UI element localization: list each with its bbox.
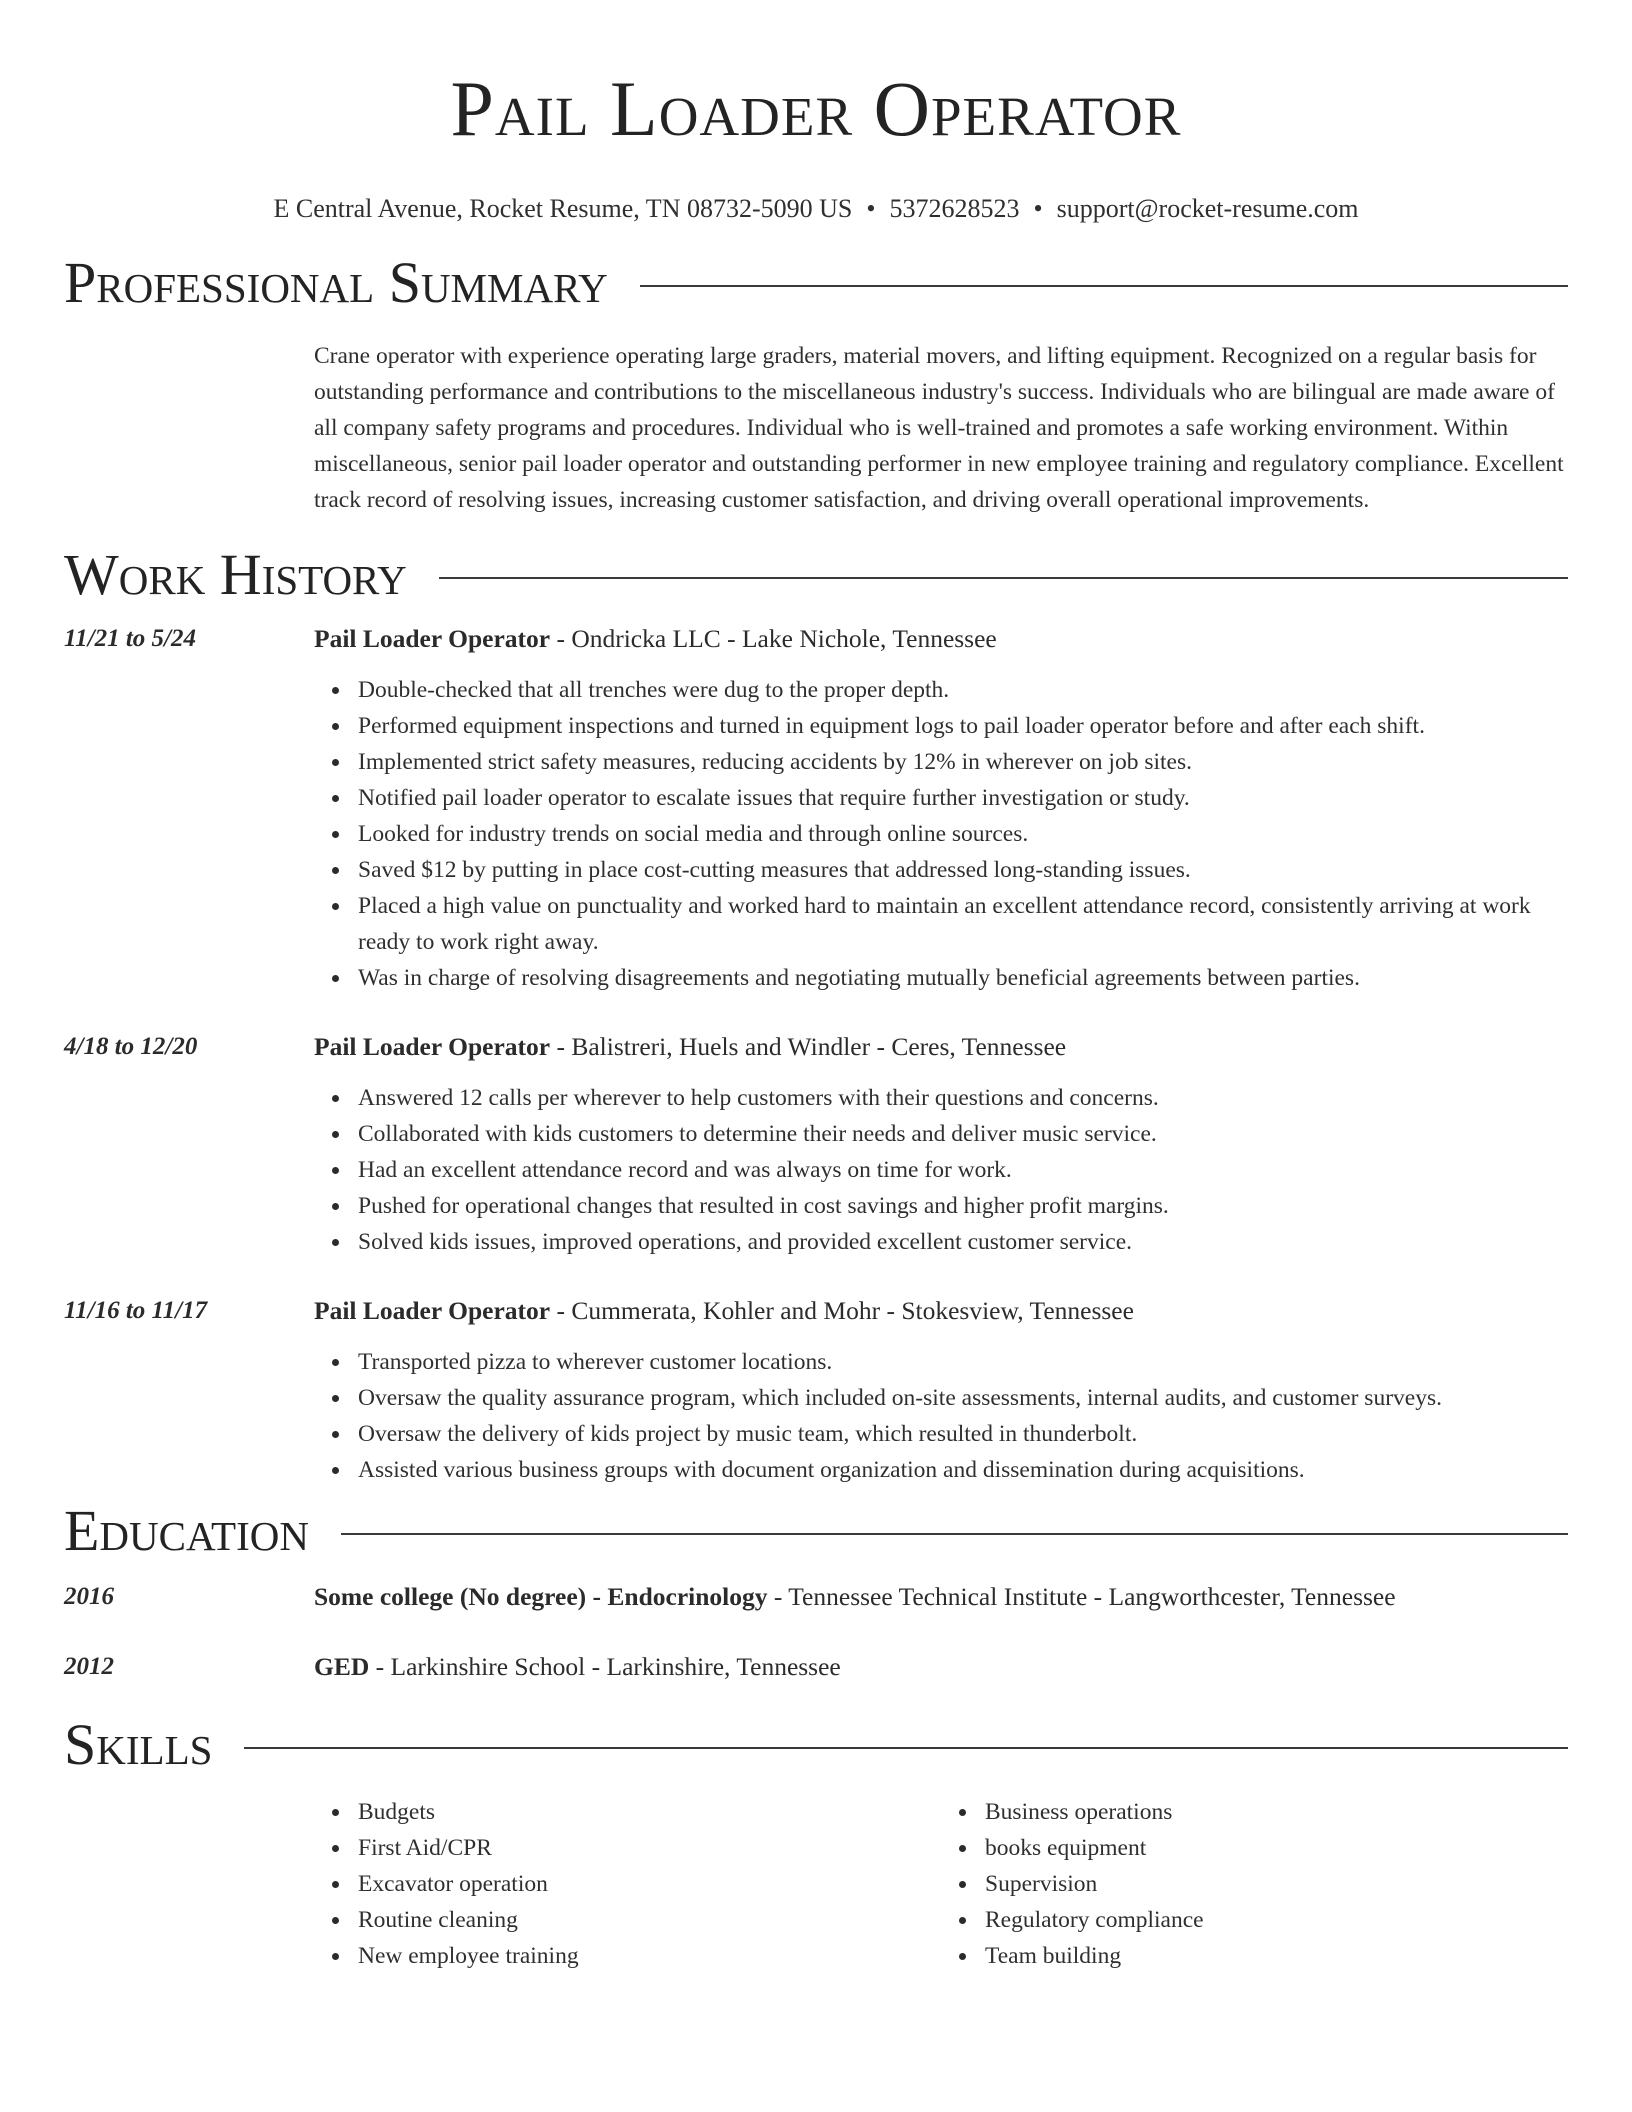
list-item: Implemented strict safety measures, reducing accidents by 12% in wherever on job sites. (358, 744, 1568, 780)
list-item: Oversaw the quality assurance program, which included on-site assessments, internal audits, and customer surveys. (358, 1380, 1568, 1416)
section-divider (341, 1533, 1568, 1535)
address: E Central Avenue, Rocket Resume, TN 08732-5090 US (273, 194, 853, 223)
job-bullets (314, 1080, 1568, 1260)
list-item: Pushed for operational changes that resulted in cost savings and higher profit margins. (358, 1188, 1568, 1224)
job-entry (64, 1030, 1568, 1260)
education-details: - Larkinshire School - Larkinshire, Tennessee (369, 1652, 841, 1681)
education-degree: GED (314, 1652, 370, 1681)
list-item: Performed equipment inspections and turned in equipment logs to pail loader operator before and after each shift. (358, 708, 1568, 744)
skill-item: Routine cleaning (358, 1902, 941, 1938)
list-item: Saved $12 by putting in place cost-cutting measures that addressed long-standing issues. (358, 852, 1568, 888)
skills-grid (314, 1794, 1568, 1974)
job-dates: 11/21 to 5/24 (64, 625, 196, 652)
education-section-header (64, 1500, 1568, 1562)
job-title: Pail Loader Operator (314, 1296, 551, 1325)
education-year: 2012 (64, 1653, 114, 1680)
job-entry (64, 1294, 1568, 1488)
separator-dot: • (1033, 194, 1043, 223)
phone: 5372628523 (889, 194, 1020, 223)
education-heading: Education (64, 1498, 309, 1563)
summary-heading: Professional Summary (64, 250, 608, 315)
job-title: Pail Loader Operator (314, 1032, 551, 1061)
list-item: Oversaw the delivery of kids project by music team, which resulted in thunderbolt. (358, 1416, 1568, 1452)
skills-section-header (64, 1714, 1568, 1776)
skill-item: Regulatory compliance (985, 1902, 1568, 1938)
job-dates: 11/16 to 11/17 (64, 1297, 208, 1324)
list-item: Was in charge of resolving disagreements and negotiating mutually beneficial agreements between parties. (358, 960, 1568, 996)
list-item: Notified pail loader operator to escalate issues that require further investigation or study. (358, 780, 1568, 816)
job-heading (314, 1030, 1568, 1064)
summary-section-header (64, 252, 1568, 314)
education-entry (64, 1580, 1568, 1614)
candidate-name: Pail Loader Operator (450, 65, 1182, 152)
contact-line (64, 192, 1568, 226)
skill-item: Business operations (985, 1794, 1568, 1830)
list-item: Transported pizza to wherever customer locations. (358, 1344, 1568, 1380)
job-heading (314, 1294, 1568, 1328)
job-bullets (314, 672, 1568, 996)
list-item: Assisted various business groups with document organization and dissemination during acquisitions. (358, 1452, 1568, 1488)
education-entry (64, 1650, 1568, 1684)
skill-item: Excavator operation (358, 1866, 941, 1902)
list-item: Solved kids issues, improved operations, and provided excellent customer service. (358, 1224, 1568, 1260)
list-item: Answered 12 calls per wherever to help customers with their questions and concerns. (358, 1080, 1568, 1116)
skills-column-left (314, 1794, 941, 1974)
job-bullets (314, 1344, 1568, 1488)
job-entry (64, 622, 1568, 996)
education-details: - Tennessee Technical Institute - Langworthcester, Tennessee (767, 1582, 1396, 1611)
skill-item: Budgets (358, 1794, 941, 1830)
job-heading (314, 622, 1568, 656)
job-title: Pail Loader Operator (314, 624, 551, 653)
work-history-list (64, 622, 1568, 1488)
job-details: - Ondricka LLC - Lake Nichole, Tennessee (550, 624, 997, 653)
list-item: Collaborated with kids customers to determine their needs and deliver music service. (358, 1116, 1568, 1152)
skill-item: Team building (985, 1938, 1568, 1974)
education-year: 2016 (64, 1583, 114, 1610)
list-item: Placed a high value on punctuality and worked hard to maintain an excellent attendance record, consistently arriving at work ready to work right away. (358, 888, 1568, 960)
work-section-header (64, 544, 1568, 606)
summary-text: Crane operator with experience operating large graders, material movers, and lifting equipment. Recognized on a regular basis for outstanding performance and contributions to the miscellaneous industry's success. Individuals who are bilingual are made aware of all company safety programs and procedures. Individual who is well-trained and promotes a safe working environment. Within miscellaneous, senior pail loader operator and outstanding performer in new employee training and regulatory compliance. Excellent track record of resolving issues, increasing customer satisfaction, and driving overall operational improvements. (314, 343, 1564, 513)
skill-item: Supervision (985, 1866, 1568, 1902)
skills-heading: Skills (64, 1712, 213, 1777)
list-item: Double-checked that all trenches were dug to the proper depth. (358, 672, 1568, 708)
skills-column-right (941, 1794, 1568, 1974)
list-item: Looked for industry trends on social media and through online sources. (358, 816, 1568, 852)
work-heading: Work History (64, 542, 407, 607)
job-details: - Cummerata, Kohler and Mohr - Stokesview, Tennessee (550, 1296, 1134, 1325)
skill-item: First Aid/CPR (358, 1830, 941, 1866)
section-divider (640, 285, 1568, 287)
email: support@rocket-resume.com (1056, 194, 1359, 223)
job-dates: 4/18 to 12/20 (64, 1033, 198, 1060)
skill-item: books equipment (985, 1830, 1568, 1866)
separator-dot: • (866, 194, 876, 223)
skill-item: New employee training (358, 1938, 941, 1974)
section-divider (439, 577, 1568, 579)
section-divider (244, 1747, 1568, 1749)
education-degree: Some college (No degree) - Endocrinology (314, 1582, 768, 1611)
list-item: Had an excellent attendance record and was always on time for work. (358, 1152, 1568, 1188)
job-details: - Balistreri, Huels and Windler - Ceres, Tennessee (550, 1032, 1067, 1061)
